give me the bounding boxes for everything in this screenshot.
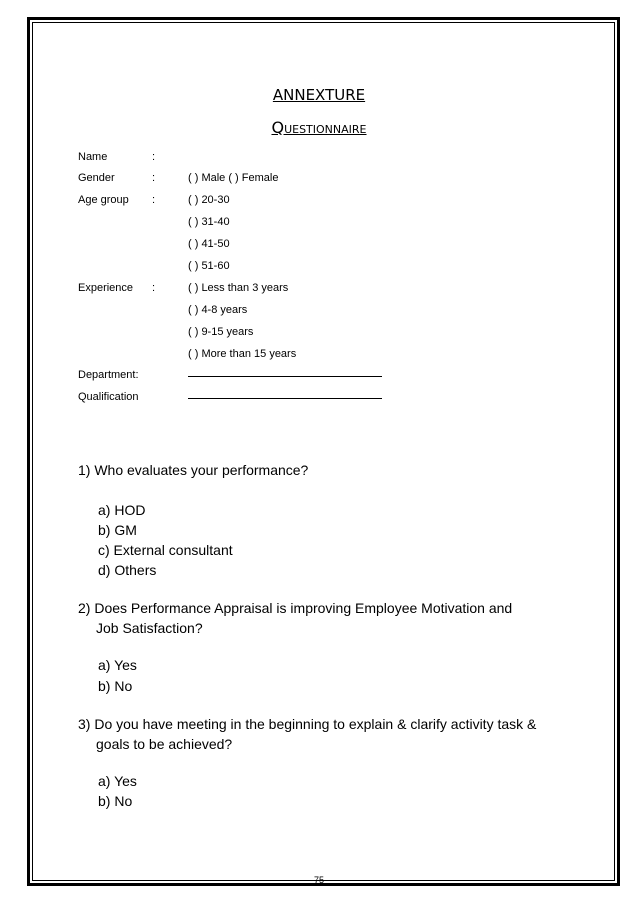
answer-option: b) GM bbox=[98, 522, 137, 538]
experience-option: ( ) 9-15 years bbox=[188, 326, 254, 338]
name-colon: : bbox=[152, 151, 156, 163]
question-1: 1) Who evaluates your performance? bbox=[78, 462, 309, 478]
experience-label: Experience bbox=[78, 282, 134, 294]
experience-option: ( ) 4-8 years bbox=[188, 304, 248, 316]
qualification-blank-line[interactable] bbox=[188, 398, 382, 399]
experience-option: ( ) More than 15 years bbox=[188, 348, 297, 360]
department-blank-line[interactable] bbox=[188, 376, 382, 377]
age-option: ( ) 20-30 bbox=[188, 194, 230, 206]
qualification-label: Qualification bbox=[78, 391, 139, 403]
question-2-continued: Job Satisfaction? bbox=[96, 620, 203, 636]
name-label: Name bbox=[78, 151, 108, 163]
answer-option: a) Yes bbox=[98, 657, 137, 673]
age-option: ( ) 41-50 bbox=[188, 238, 230, 250]
answer-option: b) No bbox=[98, 793, 133, 809]
age-option: ( ) 31-40 bbox=[188, 216, 230, 228]
question-2: 2) Does Performance Appraisal is improving Employee Motivation and bbox=[78, 600, 513, 616]
annexure-heading: ANNEXTURE bbox=[272, 86, 366, 104]
answer-option: c) External consultant bbox=[98, 542, 233, 558]
department-label: Department: bbox=[78, 369, 139, 381]
questionnaire-heading: Questionnaire bbox=[271, 118, 367, 137]
age-option: ( ) 51-60 bbox=[188, 260, 230, 272]
answer-option: a) HOD bbox=[98, 502, 146, 518]
experience-option: ( ) Less than 3 years bbox=[188, 282, 289, 294]
gender-options: ( ) Male ( ) Female bbox=[188, 172, 279, 184]
answer-option: b) No bbox=[98, 678, 133, 694]
answer-option: d) Others bbox=[98, 562, 157, 578]
question-3-continued: goals to be achieved? bbox=[96, 736, 233, 752]
question-3: 3) Do you have meeting in the beginning to explain & clarify activity task & bbox=[78, 716, 537, 732]
gender-label: Gender bbox=[78, 172, 115, 184]
age-group-colon: : bbox=[152, 194, 156, 206]
answer-option: a) Yes bbox=[98, 773, 137, 789]
experience-colon: : bbox=[152, 282, 156, 294]
gender-colon: : bbox=[152, 172, 156, 184]
age-group-label: Age group bbox=[78, 194, 129, 206]
page-number: 75 bbox=[313, 875, 324, 885]
